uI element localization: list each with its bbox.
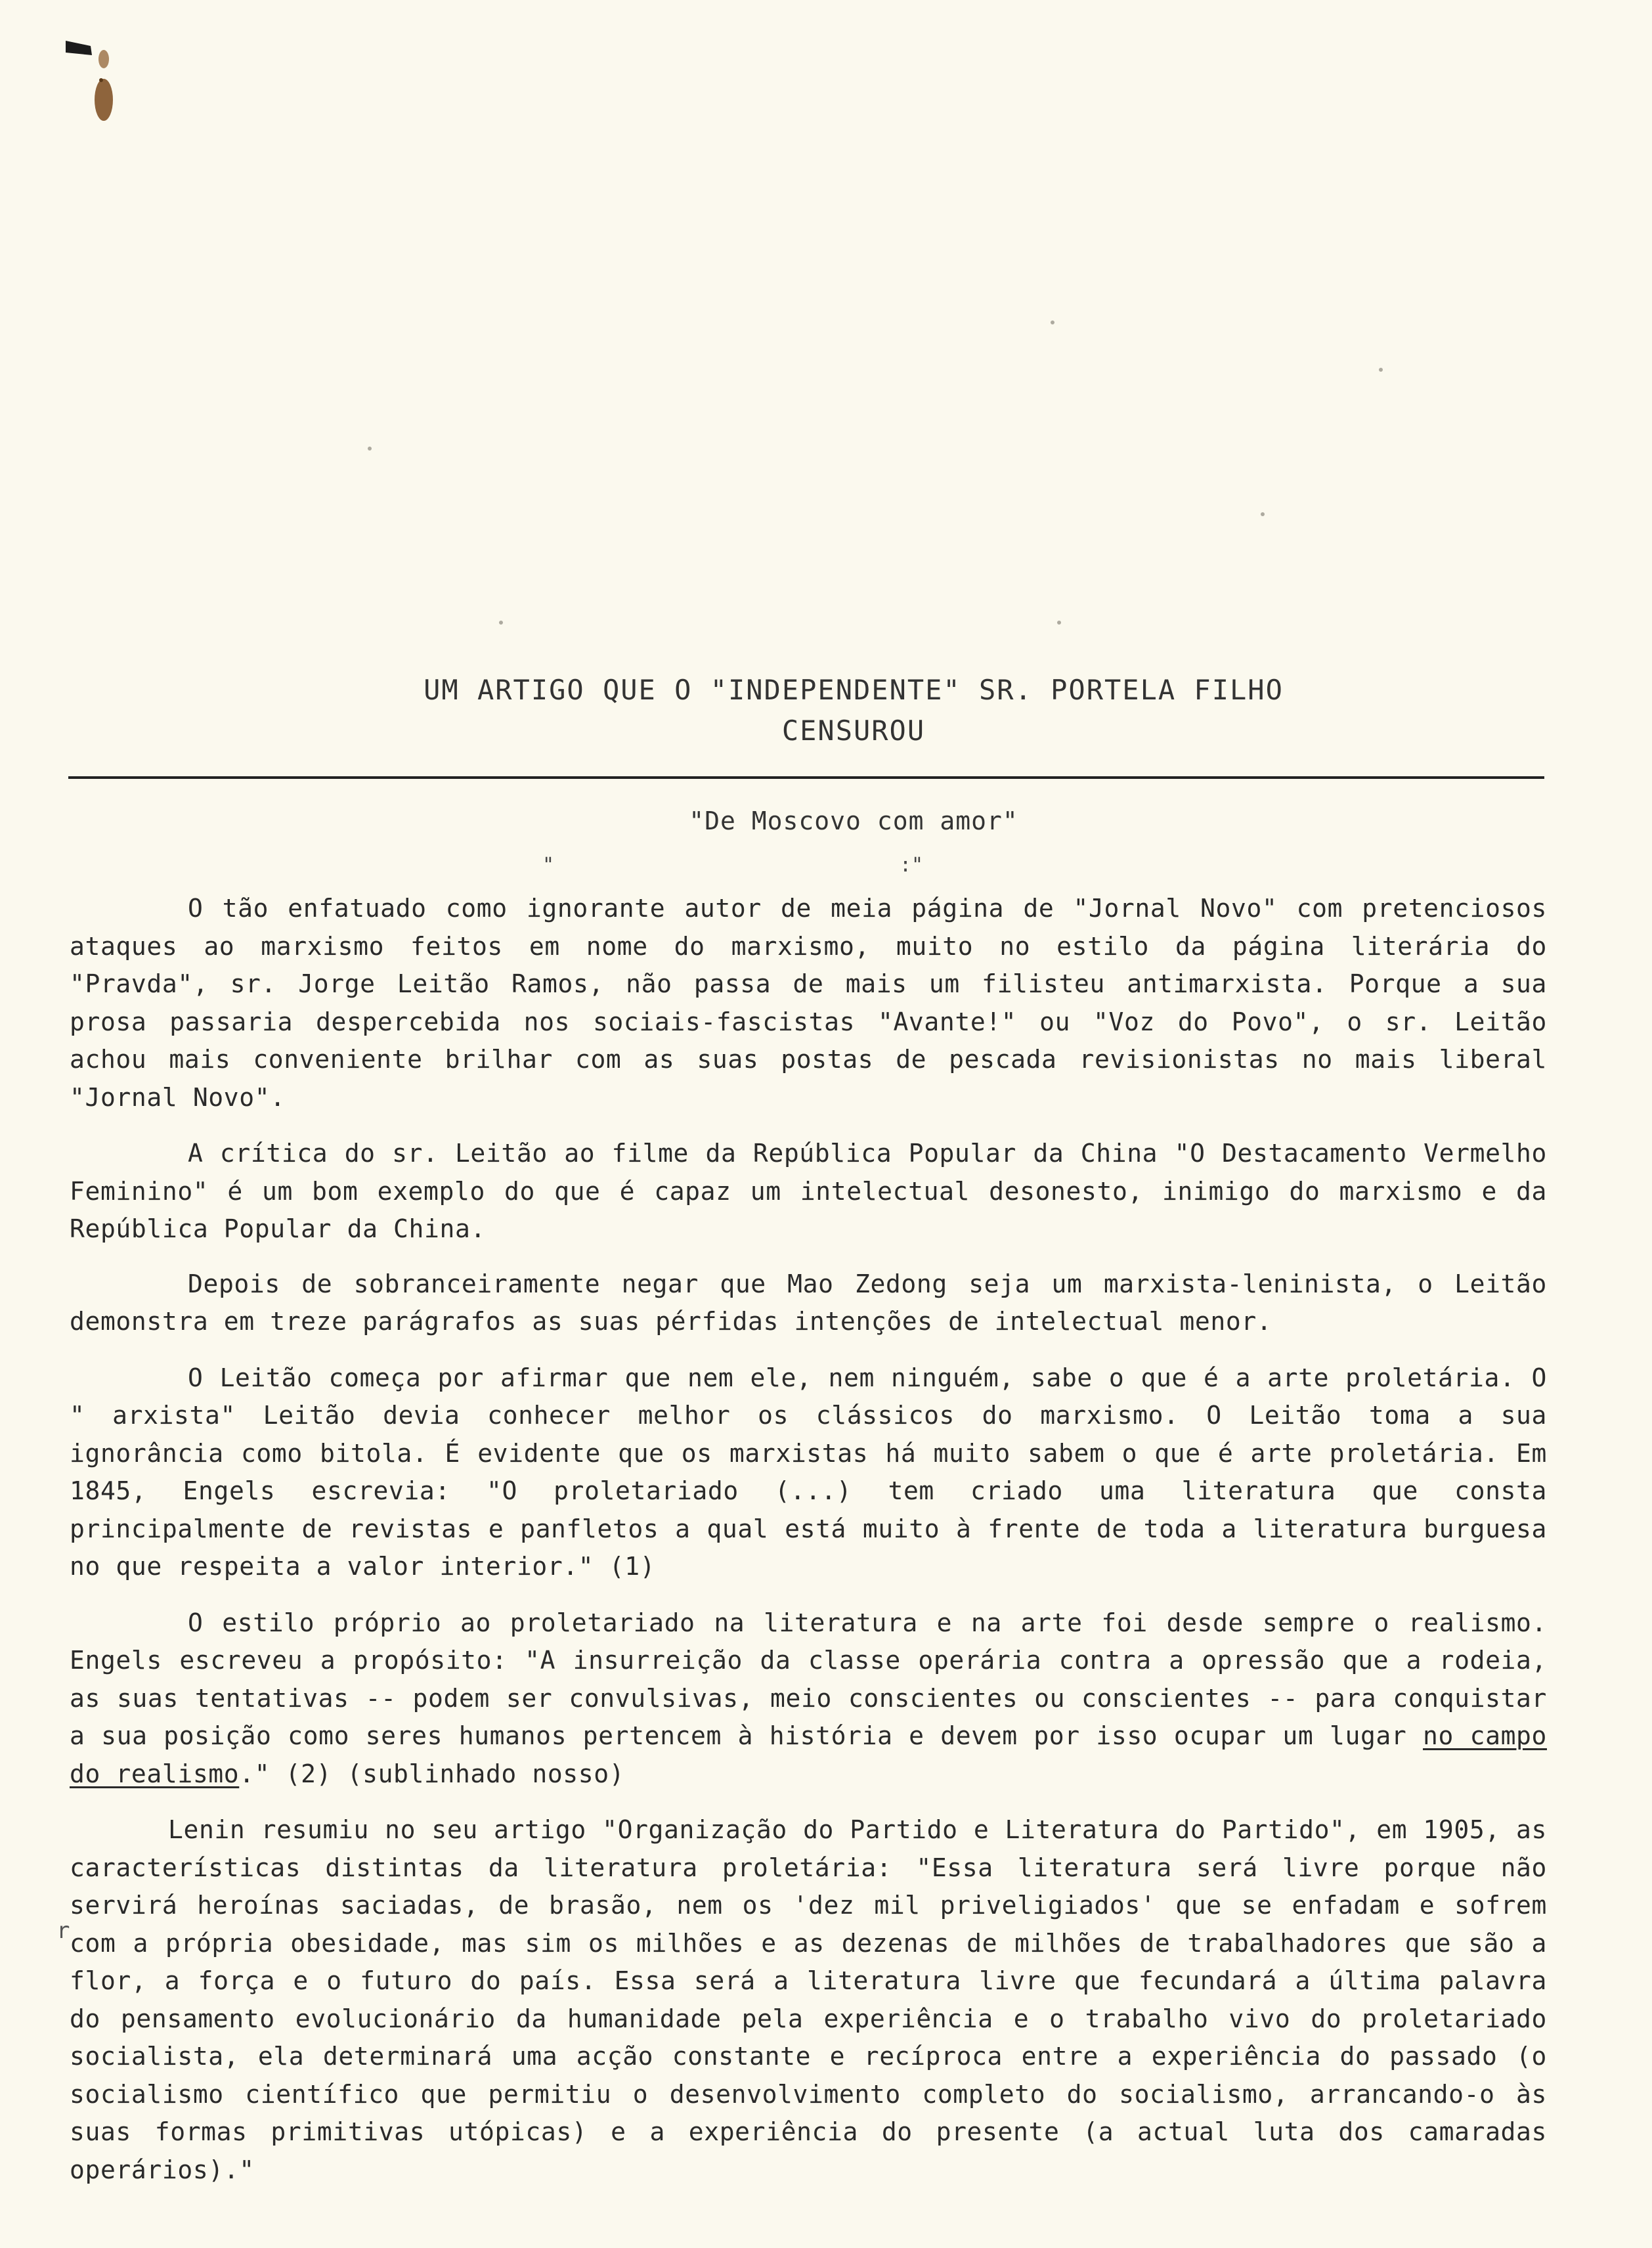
title-line-2: CENSUROU	[781, 715, 926, 747]
paragraph: O Leitão começa por afirmar que nem ele, nem ninguém, sabe o que é a arte proletária. O " arxista" Leitão devia conhecer melhor os clássicos do marxismo. O Leitão toma a sua ignorância como bitola. É evidente que os marxistas há muito sabem o que é arte proletária. Em 1845, Engels escrevia: "O proletariado (...) tem criado uma literatura que consta principalmente de revistas e panfletos a qual está muito à frente de toda a literatura burguesa no que respeita a valor interior." (1)	[70, 1363, 1547, 1581]
document-title	[263, 670, 1445, 751]
speck	[1379, 368, 1383, 372]
paragraph-text: O estilo próprio ao proletariado na literatura e na arte foi desde sempre o realismo. Engels escreveu a propósito: "A insurreição da classe operária contra a opressão que a rodeia, as suas tentativas -- podem ser convulsivas, meio conscientes ou conscientes -- para conquistar a sua posição como seres humanos pertencem à história e devem por isso ocupar um lugar	[70, 1608, 1547, 1750]
speck	[1261, 512, 1265, 516]
title-line-1: UM ARTIGO QUE O "INDEPENDENTE" SR. PORTELA FILHO	[424, 674, 1284, 706]
paragraph: O tão enfatuado como ignorante autor de meia página de "Jornal Novo" com pretenciosos ataques ao marxismo feitos em nome do marxismo, muito no estilo da página literária do "Pravda", sr. Jorge Leitão Ramos, não passa de mais um filisteu antimarxista. Porque a sua prosa passaria despercebida nos sociais-fascistas "Avante!" ou "Voz do Povo", o sr. Leitão achou mais conveniente brilhar com as suas postas de pescada revisionistas no mais liberal "Jornal Novo".	[70, 894, 1547, 1112]
margin-letter: r	[56, 1918, 70, 1944]
paragraph: A crítica do sr. Leitão ao filme da República Popular da China "O Destacamento Vermelho Feminino" é um bom exemplo do que é capaz um intelectual desonesto, inimigo do marxismo e da República Popular da China.	[70, 1139, 1547, 1243]
article-body	[70, 890, 1547, 2207]
underlined-phrase: no campo do realismo	[70, 1721, 1548, 1788]
speck	[368, 447, 372, 451]
paragraph	[70, 1604, 1547, 1794]
rust-stain-icon	[66, 26, 118, 131]
speck	[1057, 621, 1061, 625]
stray-quote-mark: :"	[900, 854, 924, 877]
document-subtitle: "De Moscovo com amor"	[689, 806, 1018, 835]
speck	[1051, 320, 1054, 324]
title-divider	[68, 776, 1544, 779]
paragraph: Lenin resumiu no seu artigo "Organização do Partido e Literatura do Partido", em 1905, as características distintas da literatura proletária: "Essa literatura será livre porque não servirá heroínas saciadas, de brasão, nem os 'dez mil priveligiados' que se enfadam e sofrem com a própria obesidade, mas sim os milhões e as dezenas de milhões de trabalhadores que são a flor, a força e o futuro do país. Essa será a literatura livre que fecundará a última palavra do pensamento evolucionário da humanidade pela experiência e o trabalho vivo do proletariado socialista, ela determinará uma acção constante e recíproca entre a experiência do passado (o socialismo científico que permitiu o desenvolvimento completo do socialismo, arrancando-o às suas formas primitivas utópicas) e a experiência do presente (a actual luta dos camaradas operários)."	[70, 1815, 1547, 2184]
speck	[499, 621, 503, 625]
paragraph: Depois de sobranceiramente negar que Mao Zedong seja um marxista-leninista, o Leitão demonstra em treze parágrafos as suas pérfidas intenções de intelectual menor.	[70, 1269, 1547, 1336]
stray-quote-mark: "	[542, 854, 555, 877]
footnote-ref: ." (2) (sublinhado nosso)	[239, 1759, 625, 1788]
